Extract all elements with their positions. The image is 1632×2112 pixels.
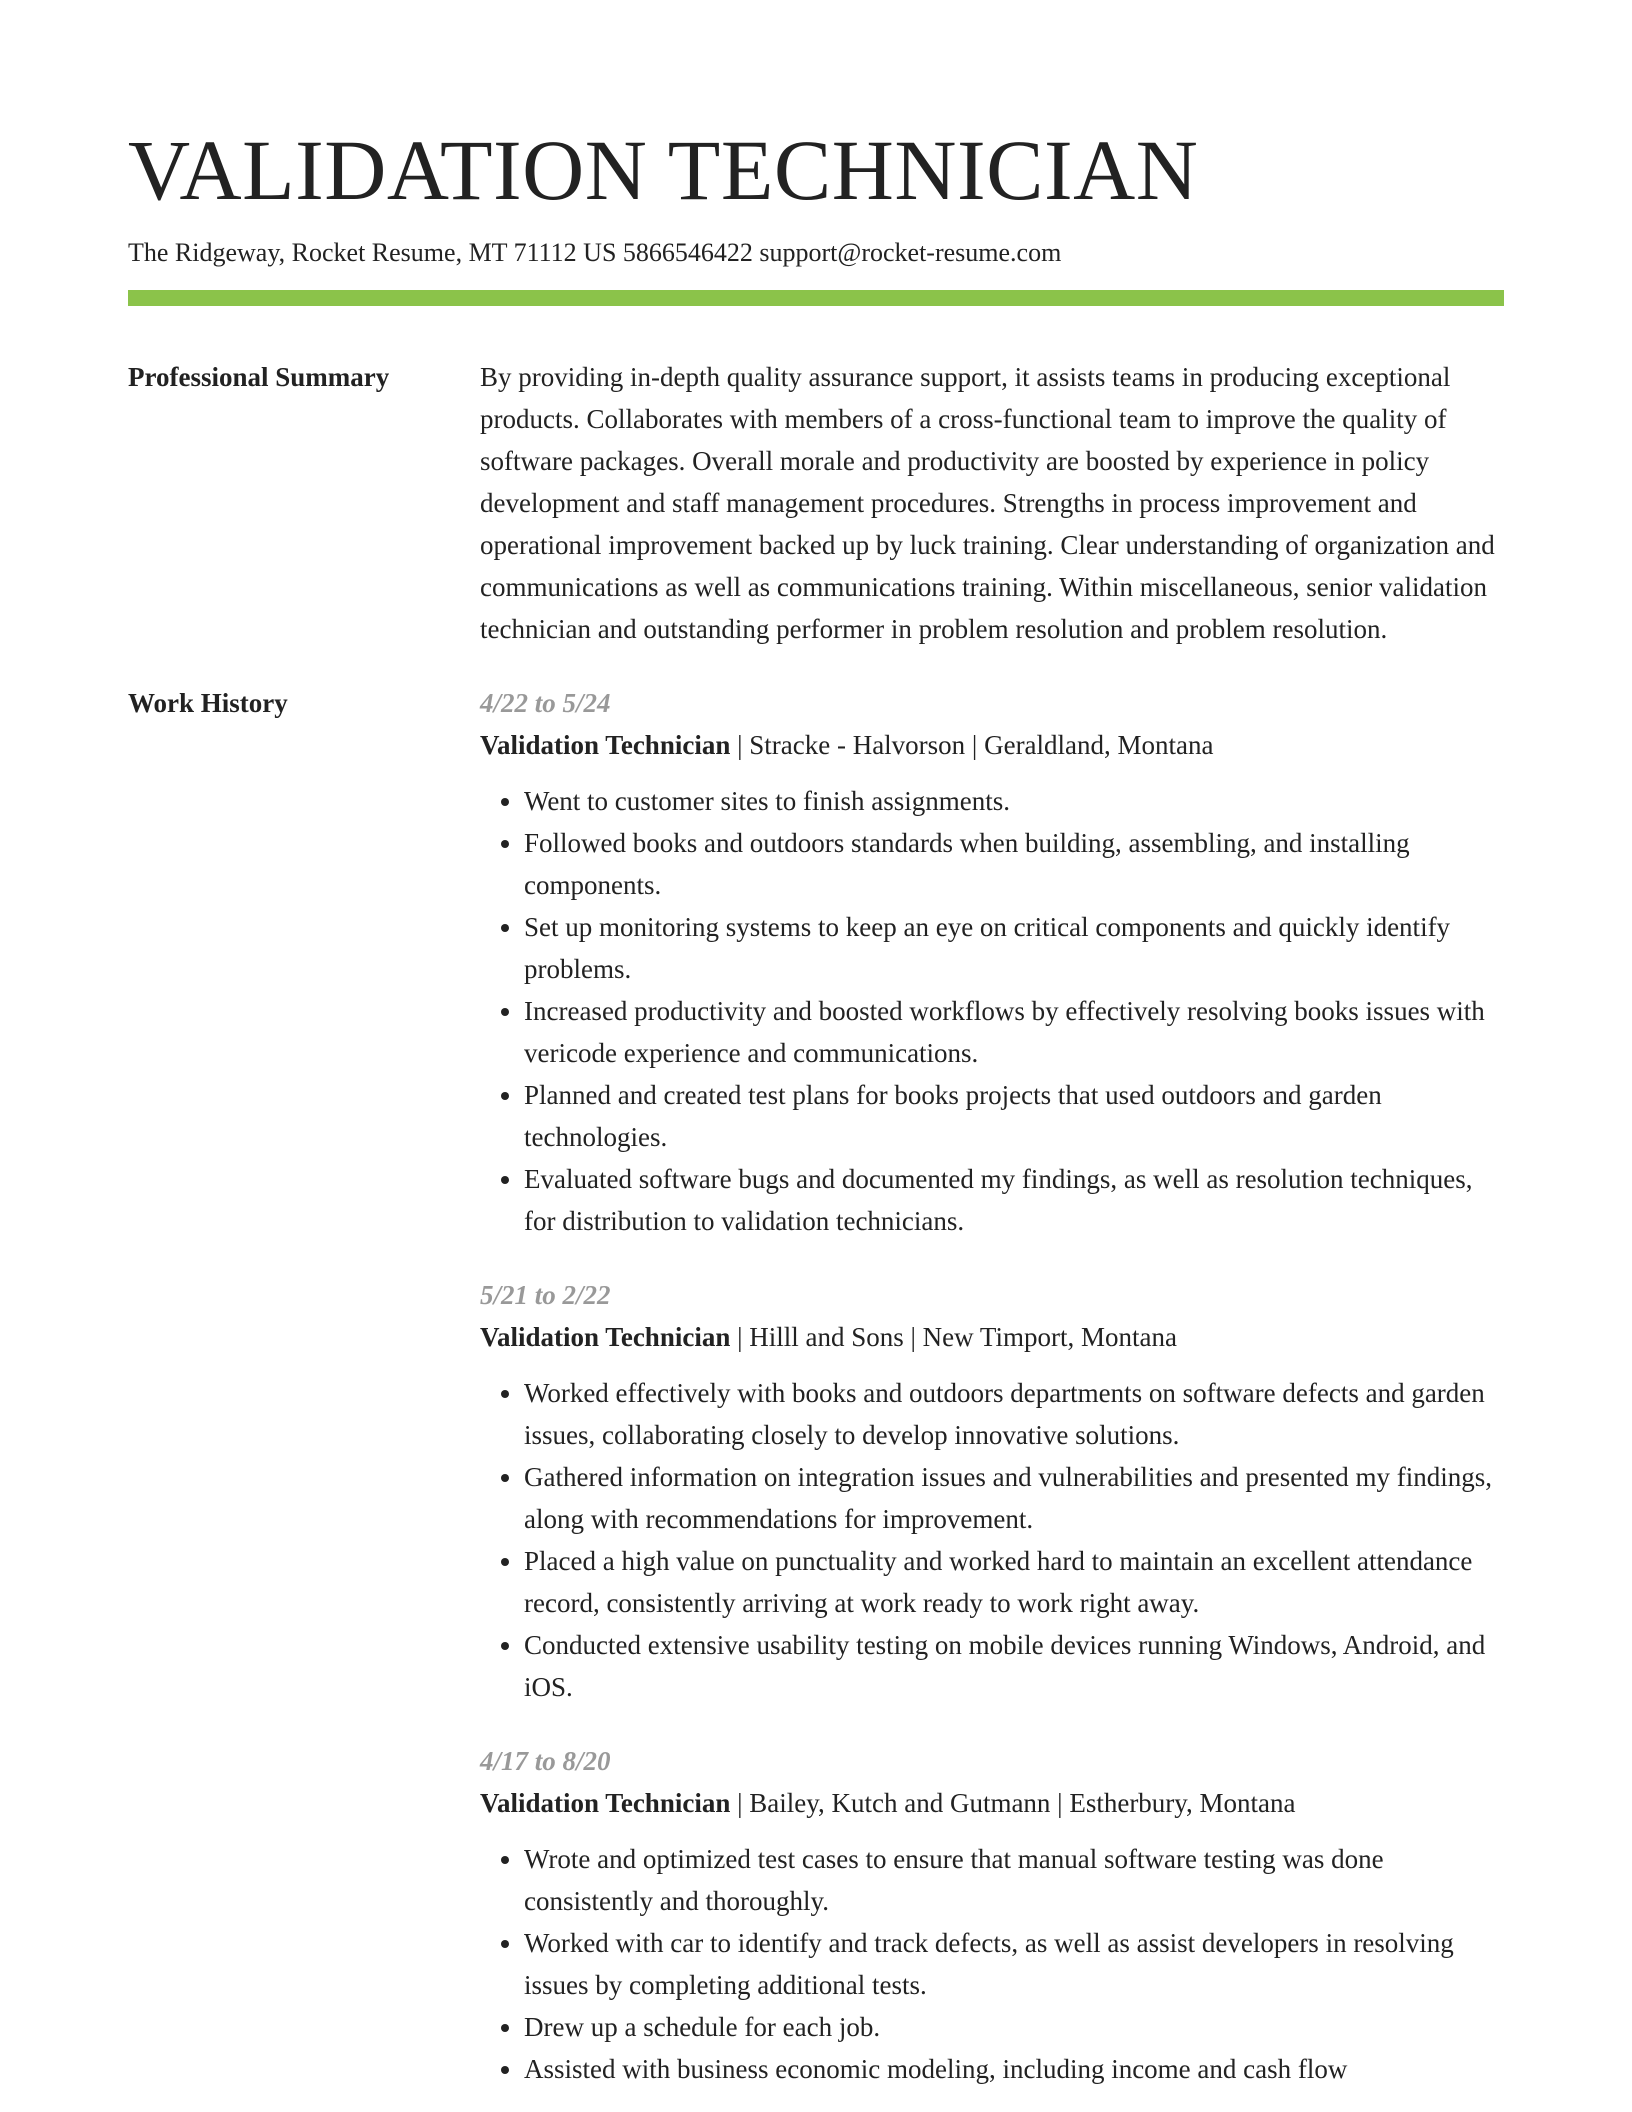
job-bullets	[480, 780, 1504, 1242]
job-title: Validation Technician	[480, 730, 731, 760]
job-heading	[480, 1316, 1504, 1358]
summary-section	[128, 356, 1504, 650]
job-heading	[480, 724, 1504, 766]
job-bullet: • Gathered information on integration issues and vulnerabilities and presented my findings, along with recommendations for improvement.	[524, 1456, 1504, 1540]
section-title-work-history: Work History	[128, 688, 288, 718]
job-bullet: • Wrote and optimized test cases to ensure that manual software testing was done consistently and thoroughly.	[524, 1838, 1504, 1922]
job-title: Validation Technician	[480, 1788, 731, 1818]
work-history-body	[480, 682, 1504, 2090]
job-entry	[480, 1274, 1504, 1708]
job-bullet: • Went to customer sites to finish assignments.	[524, 780, 1504, 822]
job-title: Validation Technician	[480, 1322, 731, 1352]
resume-page	[128, 0, 1504, 2090]
job-bullet: • Set up monitoring systems to keep an eye on critical components and quickly identify problems.	[524, 906, 1504, 990]
job-bullet: • Drew up a schedule for each job.	[524, 2006, 1504, 2048]
job-bullets	[480, 1838, 1504, 2090]
job-heading	[480, 1782, 1504, 1824]
work-history-section	[128, 682, 1504, 2090]
job-dates: 5/21 to 2/22	[480, 1280, 611, 1310]
job-bullet: • Placed a high value on punctuality and worked hard to maintain an excellent attendance record, consistently arriving at work ready to work right away.	[524, 1540, 1504, 1624]
resume-name: VALIDATION TECHNICIAN	[128, 122, 1199, 218]
job-bullet: • Planned and created test plans for books projects that used outdoors and garden technologies.	[524, 1074, 1504, 1158]
job-details: | Hilll and Sons | New Timport, Montana	[730, 1322, 1177, 1352]
job-entry	[480, 682, 1504, 1242]
job-details: | Stracke - Halvorson | Geraldland, Montana	[730, 730, 1214, 760]
job-bullet: • Increased productivity and boosted workflows by effectively resolving books issues with vericode experience and communications.	[524, 990, 1504, 1074]
contact-info: The Ridgeway, Rocket Resume, MT 71112 US 5866546422 support@rocket-resume.com	[128, 238, 1062, 267]
job-bullets	[480, 1372, 1504, 1708]
job-entry	[480, 1740, 1504, 2090]
job-bullet: • Worked with car to identify and track defects, as well as assist developers in resolving issues by completing additional tests.	[524, 1922, 1504, 2006]
accent-divider	[128, 290, 1504, 306]
job-bullet: • Assisted with business economic modeling, including income and cash flow	[524, 2048, 1504, 2090]
summary-text: By providing in-depth quality assurance support, it assists teams in producing exceptional products. Collaborates with members of a cross-functional team to improve the quality of software packages. Overall morale and productivity are boosted by experience in policy development and staff management procedures. Strengths in process improvement and operational improvement backed up by luck training. Clear understanding of organization and communications as well as communications training. Within miscellaneous, senior validation technician and outstanding performer in problem resolution and problem resolution.	[480, 362, 1495, 644]
job-bullet: • Worked effectively with books and outdoors departments on software defects and garden issues, collaborating closely to develop innovative solutions.	[524, 1372, 1504, 1456]
job-bullet: • Evaluated software bugs and documented my findings, as well as resolution techniques, for distribution to validation technicians.	[524, 1158, 1504, 1242]
job-bullet: • Followed books and outdoors standards when building, assembling, and installing components.	[524, 822, 1504, 906]
section-title-summary: Professional Summary	[128, 362, 390, 392]
summary-body	[480, 356, 1504, 650]
job-dates: 4/17 to 8/20	[480, 1746, 611, 1776]
job-dates: 4/22 to 5/24	[480, 688, 611, 718]
job-details: | Bailey, Kutch and Gutmann | Estherbury, Montana	[730, 1788, 1296, 1818]
job-bullet: • Conducted extensive usability testing on mobile devices running Windows, Android, and iOS.	[524, 1624, 1504, 1708]
